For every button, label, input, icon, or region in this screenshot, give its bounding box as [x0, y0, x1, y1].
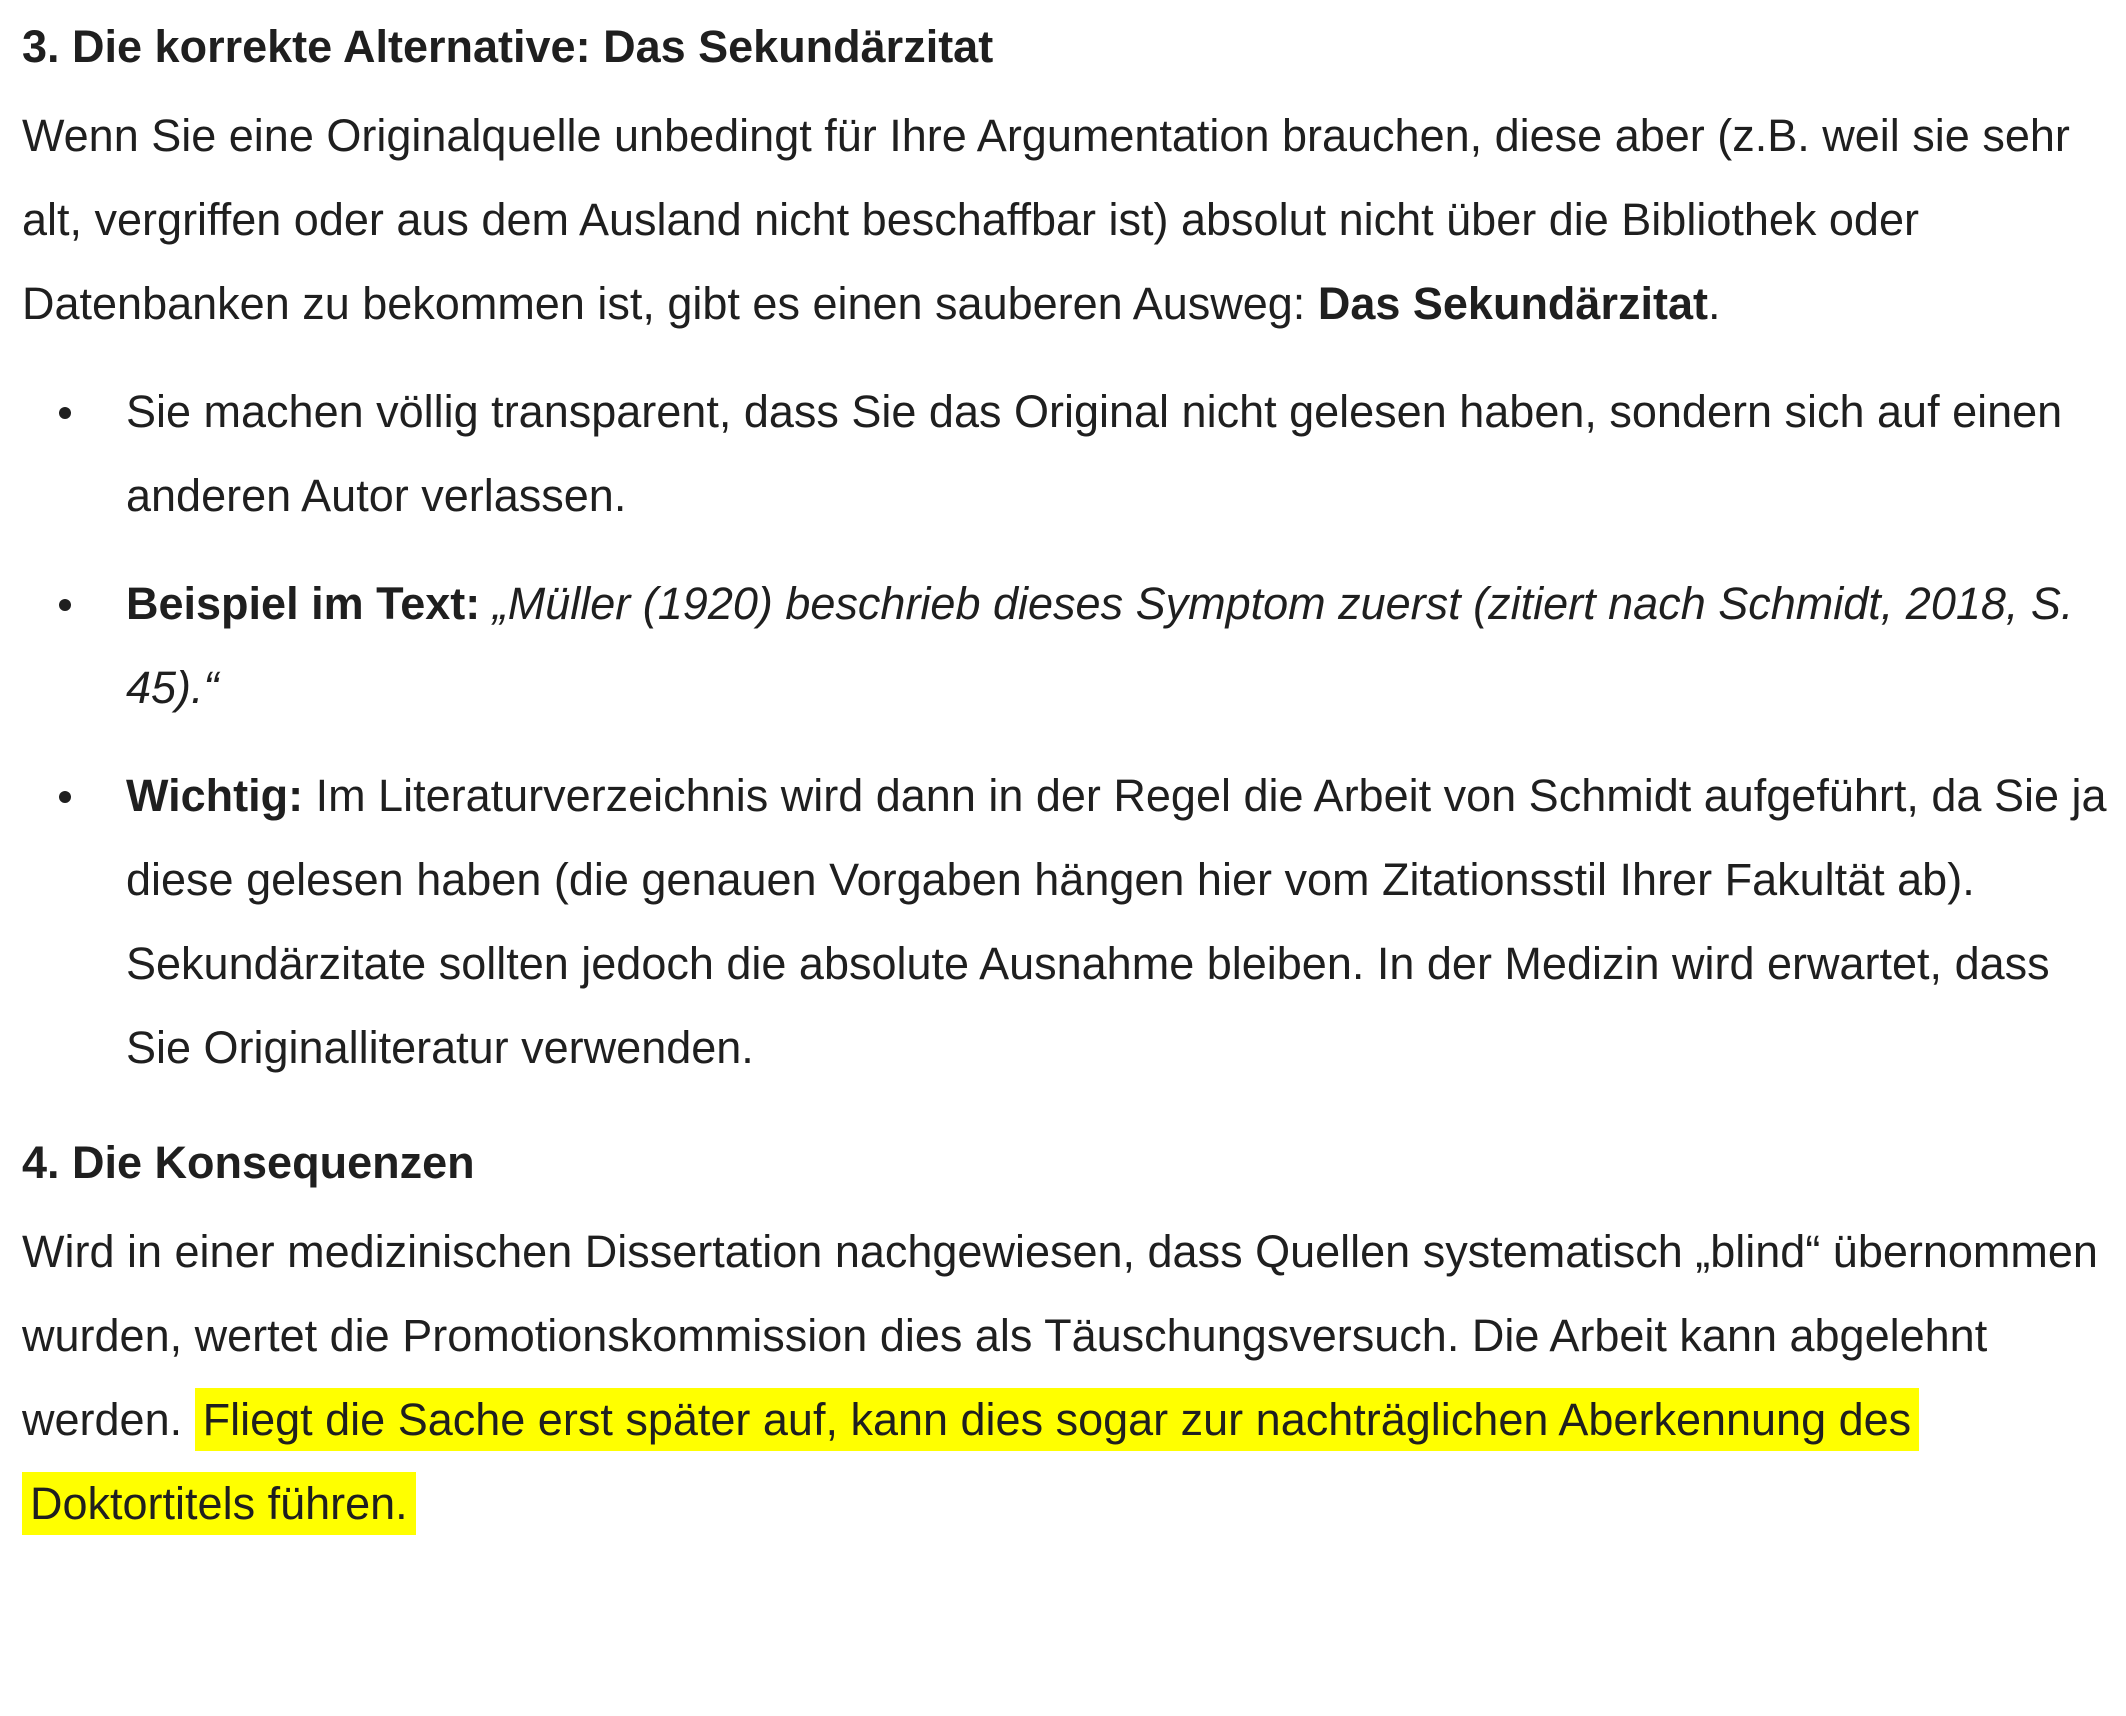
section-4-heading: 4. Die Konsequenzen [22, 1137, 475, 1188]
bullet-icon [59, 599, 71, 611]
section-4-paragraph [22, 1210, 2112, 1546]
section-3-paragraph-text: Wenn Sie eine Originalquelle unbedingt für Ihre Argumentation brauchen, diese aber (z.B. weil sie sehr alt, vergriffen oder aus dem Ausland nicht beschaffbar ist) absolut nicht über die Bibliothek oder Datenbanken zu bekommen ist, gibt es einen sauberen Ausweg: [22, 110, 2070, 329]
bullet-item-example [22, 562, 2112, 730]
bullet-label: Beispiel im Text: [126, 578, 493, 629]
bullet-text: „Müller (1920) beschrieb dieses Symptom zuerst (zitiert nach Schmidt, 2018, S. 45).“ [126, 578, 2074, 713]
bullet-text: Im Literaturverzeichnis wird dann in der Regel die Arbeit von Schmidt aufgeführt, da Sie ja diese gelesen haben (die genauen Vorgaben hängen hier vom Zitationsstil Ihrer Fakultät ab). Sekundärzitate sollten jedoch die absolute Ausnahme bleiben. In der Medizin wird erwartet, dass Sie Originalliteratur verwenden. [126, 770, 2107, 1073]
section-4-paragraph-text: Wird in einer medizinischen Dissertation nachgewiesen, dass Quellen systematisch „blind“ übernommen wurden, wertet die Promotionskommission dies als Täuschungsversuch. Die Arbeit kann abgelehnt werden. [22, 1226, 2098, 1445]
bullet-icon [59, 791, 71, 803]
bullet-item-transparency [22, 370, 2112, 538]
highlighted-text: Fliegt die Sache erst später auf, kann dies sogar zur nachträglichen Aberkennung des Doktortitels führen. [22, 1388, 1919, 1535]
section-3-paragraph-end: . [1707, 278, 1721, 329]
bullet-text: Sie machen völlig transparent, dass Sie das Original nicht gelesen haben, sondern sich auf einen anderen Autor verlassen. [126, 386, 2063, 521]
bullet-icon [59, 407, 71, 419]
section-3-bullet-list [22, 370, 2112, 1090]
section-3-paragraph-bold: Das Sekundärzitat [1317, 278, 1708, 329]
section-3-heading: 3. Die korrekte Alternative: Das Sekundärzitat [22, 21, 994, 72]
bullet-label: Wichtig: [126, 770, 316, 821]
document-content [22, 14, 2112, 1546]
section-3-paragraph [22, 94, 2112, 346]
bullet-item-important [22, 754, 2112, 1090]
